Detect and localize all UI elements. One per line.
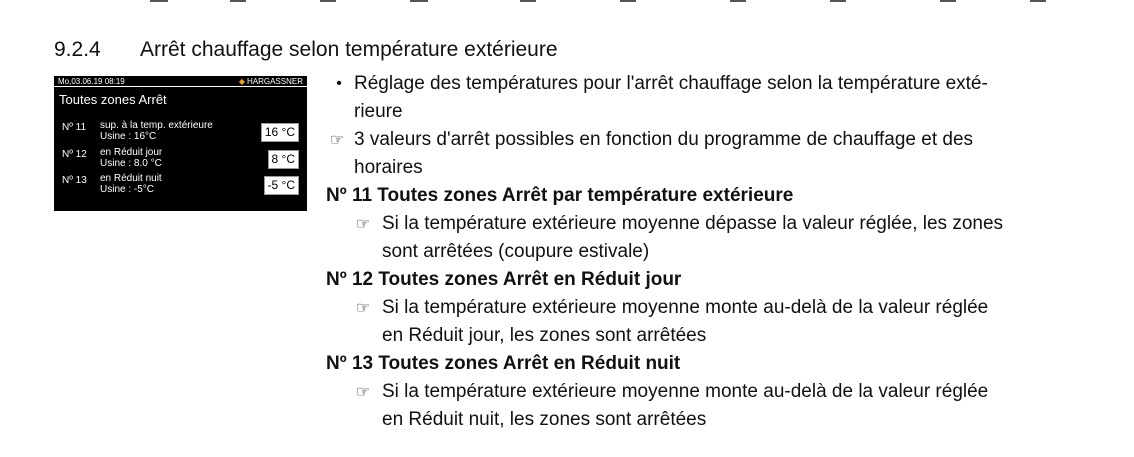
param-row-12[interactable]: [54, 147, 307, 173]
item-heading-11: Nº 11 Toutes zones Arrêt par température extérieure: [326, 185, 794, 206]
section-number: 9.2.4: [54, 38, 101, 61]
top-cropped-line: [0, 0, 1134, 4]
item-heading-12: Nº 12 Toutes zones Arrêt en Réduit jour: [326, 269, 682, 290]
diamond-logo-icon: ◆: [238, 77, 245, 86]
pointing-hand-icon: ☞: [355, 216, 371, 233]
pointing-hand-icon: ☞: [355, 300, 371, 317]
param-value[interactable]: 8 °C: [268, 150, 299, 169]
param-value[interactable]: 16 °C: [261, 123, 299, 142]
param-number: Nº 13: [62, 175, 87, 186]
pointing-hand-icon: ☞: [355, 384, 371, 401]
controller-screen: [54, 76, 307, 211]
param-number: Nº 11: [62, 122, 87, 133]
pointing-hand-icon: ☞: [329, 132, 345, 149]
param-label: sup. à la temp. extérieure Usine : 16°C: [100, 120, 213, 142]
param-value[interactable]: -5 °C: [264, 176, 299, 195]
screen-divider: [54, 86, 307, 87]
param-row-13[interactable]: [54, 173, 307, 199]
item-heading-13: Nº 13 Toutes zones Arrêt en Réduit nuit: [326, 353, 681, 374]
param-label: en Réduit jour Usine : 8.0 °C: [100, 147, 163, 169]
param-row-11[interactable]: [54, 120, 307, 146]
param-label: en Réduit nuit Usine : -5°C: [100, 173, 162, 195]
section-heading: [54, 38, 558, 62]
bullet-dot-icon: •: [336, 75, 342, 92]
screen-datetime: Mo,03.06.19 08:19: [58, 77, 125, 86]
param-number: Nº 12: [62, 149, 87, 160]
section-title: Arrêt chauffage selon température extérieure: [140, 38, 558, 61]
brand-name: HARGASSNER: [246, 77, 303, 86]
screen-title: Toutes zones Arrêt: [59, 92, 167, 107]
